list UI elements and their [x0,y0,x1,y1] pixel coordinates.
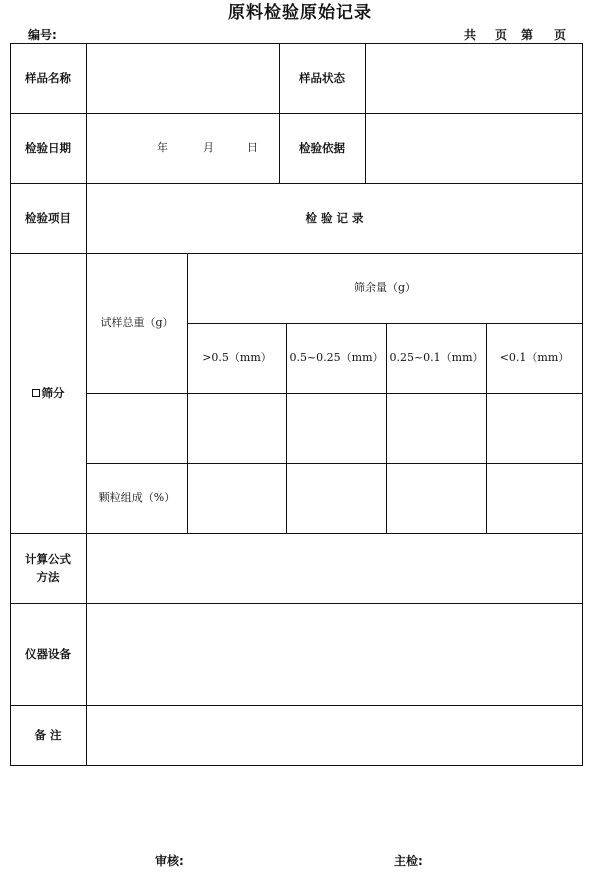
test-basis-label: 检验依据 [299,141,345,155]
composition-field-1[interactable] [188,463,286,533]
residue-field-1[interactable] [188,393,286,463]
remarks-field[interactable] [87,705,582,765]
record-form [10,43,583,766]
composition-field-3[interactable] [387,463,486,533]
composition-field-4[interactable] [487,463,582,533]
remarks-label: 备 注 [34,728,62,742]
instrument-label: 仪器设备 [25,647,71,661]
particle-composition-label: 颗粒组成（%） [98,491,176,504]
inspector-label: 主检: [394,854,423,868]
reviewer-label: 审核: [155,854,184,868]
sample-state-label: 样品状态 [299,71,345,85]
sample-name-field[interactable] [87,43,279,113]
size-column-4: <0.1（mm） [499,351,570,364]
serial-number-label: 编号: [28,28,57,42]
sieve-label: 筛分 [41,386,65,400]
page-title: 原料检验原始记录 [228,3,372,23]
test-date-label: 检验日期 [25,141,71,155]
residue-field-2[interactable] [287,393,386,463]
pager-page-2: 页 [554,28,567,42]
date-day-label: 日 [247,141,258,154]
pager-page: 页 [495,28,508,42]
date-month-label: 月 [203,141,214,154]
formula-field[interactable] [87,533,582,603]
pager-total: 共 [464,28,477,42]
size-column-2: 0.5~0.25（mm） [289,351,384,364]
pager-nth: 第 [521,28,534,42]
sample-name-label: 样品名称 [25,71,71,85]
residue-label: 筛余量（g） [353,281,417,294]
sample-total-weight-field[interactable] [87,393,187,463]
test-item-label: 检验项目 [25,211,71,225]
sieve-option[interactable] [10,253,86,533]
size-column-3: 0.25~0.1（mm） [389,351,484,364]
sieve-checkbox[interactable] [32,389,40,397]
test-basis-field[interactable] [366,113,582,183]
residue-field-3[interactable] [387,393,486,463]
sample-state-field[interactable] [366,43,582,113]
sample-total-weight-label: 试样总重（g） [100,316,174,329]
size-column-1: >0.5（mm） [202,351,272,364]
formula-label-line-1: 计算公式 [25,552,71,566]
composition-field-2[interactable] [287,463,386,533]
test-date-field[interactable] [87,113,279,183]
formula-label [10,533,86,603]
test-record-heading: 检 验 记 录 [305,211,364,225]
instrument-field[interactable] [87,603,582,705]
date-year-label: 年 [157,141,168,154]
formula-label-line-2: 方法 [36,570,60,584]
residue-field-4[interactable] [487,393,582,463]
